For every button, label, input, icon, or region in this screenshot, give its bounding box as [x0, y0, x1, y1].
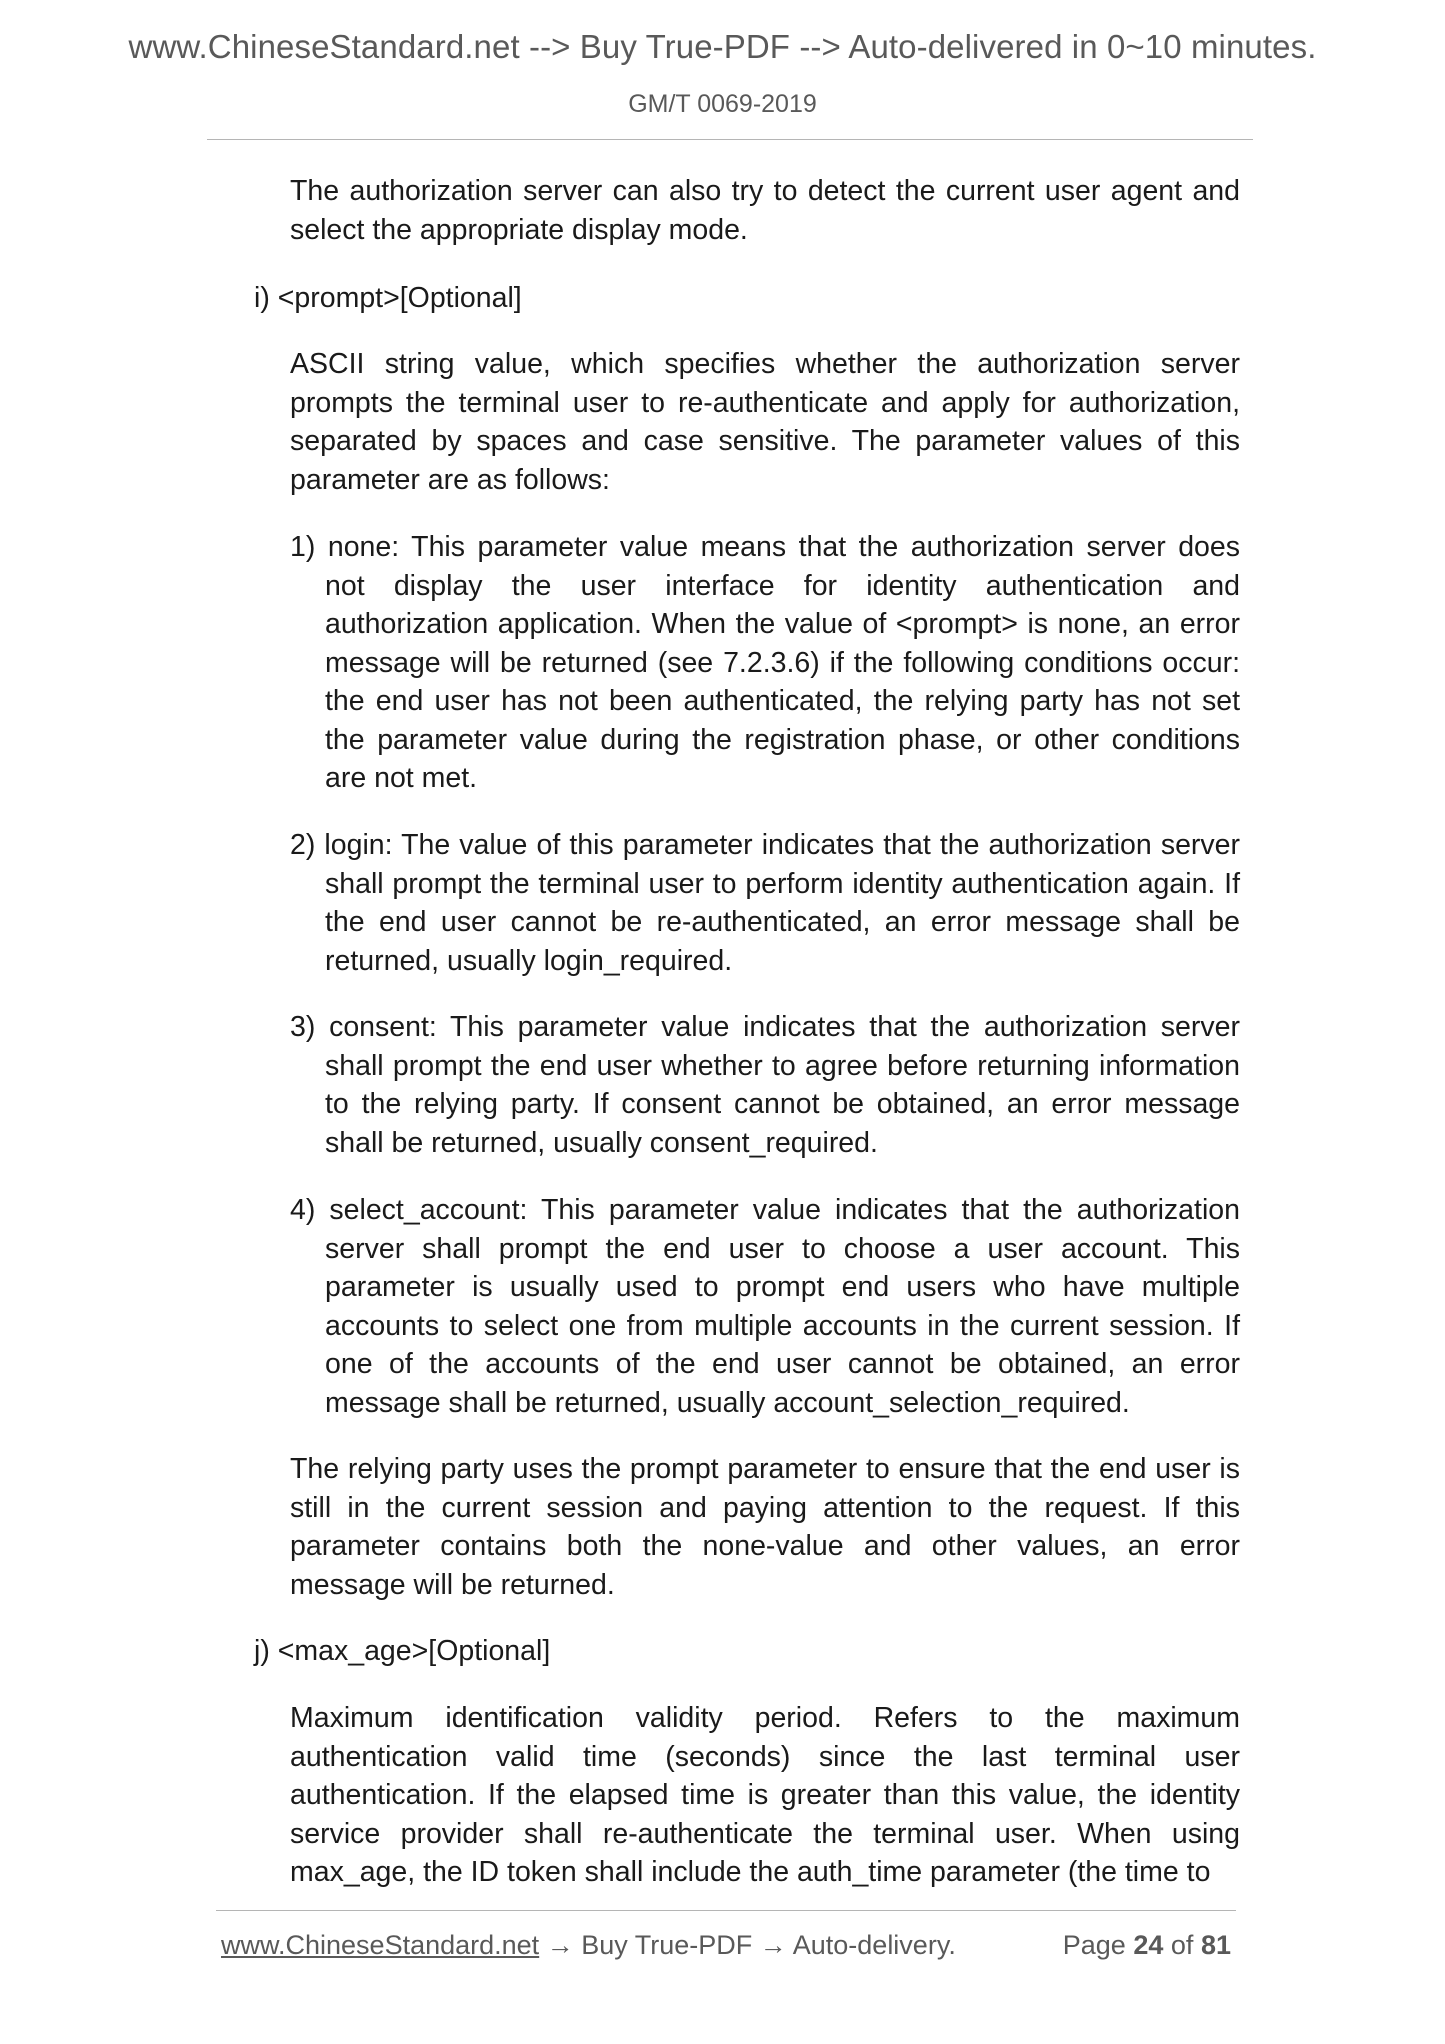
header-divider [207, 139, 1253, 140]
footer-divider [216, 1910, 1236, 1911]
relying-party-paragraph: The relying party uses the prompt parameter to ensure that the end user is still in the current session and paying attention to the request. If this parameter contains both the none-value and other values, an error message will be returned. [290, 1453, 1240, 1601]
footer-promo [221, 1930, 956, 1961]
prompt-value-login: 2) login: The value of this parameter indicates that the authorization server shall prompt the terminal user to perform identity authentication again. If the end user cannot be re-authenticated, an error message shall be returned, usually login_required. [290, 829, 1240, 977]
intro-paragraph: The authorization server can also try to detect the current user agent and select the appropriate display mode. [290, 175, 1240, 246]
item-i-heading: i) <prompt>[Optional] [254, 282, 522, 314]
page-indicator [1063, 1930, 1231, 1961]
footer-promo-text: → Buy True-PDF → Auto-delivery. [539, 1930, 956, 1960]
item-i-description: ASCII string value, which specifies whether the authorization server prompts the terminal user to re-authenticate and apply for authorization, separated by spaces and case sensitive. The parameter values of this parameter are as follows: [290, 348, 1240, 496]
prompt-value-select-account: 4) select_account: This parameter value indicates that the authorization server shall prompt the end user to choose a user account. This parameter is usually used to prompt end users who have multiple accounts to select one from multiple accounts in the current session. If one of the accounts of the end user cannot be obtained, an error message shall be returned, usually account_selection_required. [290, 1194, 1240, 1419]
prompt-value-consent: 3) consent: This parameter value indicates that the authorization server shall prompt the end user whether to agree before returning information to the relying party. If consent cannot be obtained, an error message shall be returned, usually consent_required. [290, 1011, 1240, 1159]
item-j-heading: j) <max_age>[Optional] [254, 1635, 551, 1667]
prompt-value-none: 1) none: This parameter value means that the authorization server does not display the user interface for identity authentication and authorization application. When the value of <prompt> is none, an error message will be returned (see 7.2.3.6) if the following conditions occur: the end user has not been authenticated, the relying party has not set the parameter value during the registration phase, or other conditions are not met. [290, 531, 1240, 794]
footer-site-link[interactable]: www.ChineseStandard.net [221, 1930, 540, 1960]
page-number: 24 [1133, 1930, 1164, 1960]
of-label: of [1170, 1930, 1194, 1960]
item-j-description: Maximum identification validity period. Refers to the maximum authentication valid time (seconds) since the last terminal user authentication. If the elapsed time is greater than this value, the identity service provider shall re-authenticate the terminal user. When using max_age, the ID token shall include the auth_time parameter (the time to [290, 1702, 1240, 1888]
header-banner: www.ChineseStandard.net --> Buy True-PDF --> Auto-delivered in 0~10 minutes. [128, 28, 1317, 65]
page-label: Page [1062, 1930, 1126, 1960]
standard-number: GM/T 0069-2019 [628, 90, 817, 118]
page-total: 81 [1200, 1930, 1231, 1960]
